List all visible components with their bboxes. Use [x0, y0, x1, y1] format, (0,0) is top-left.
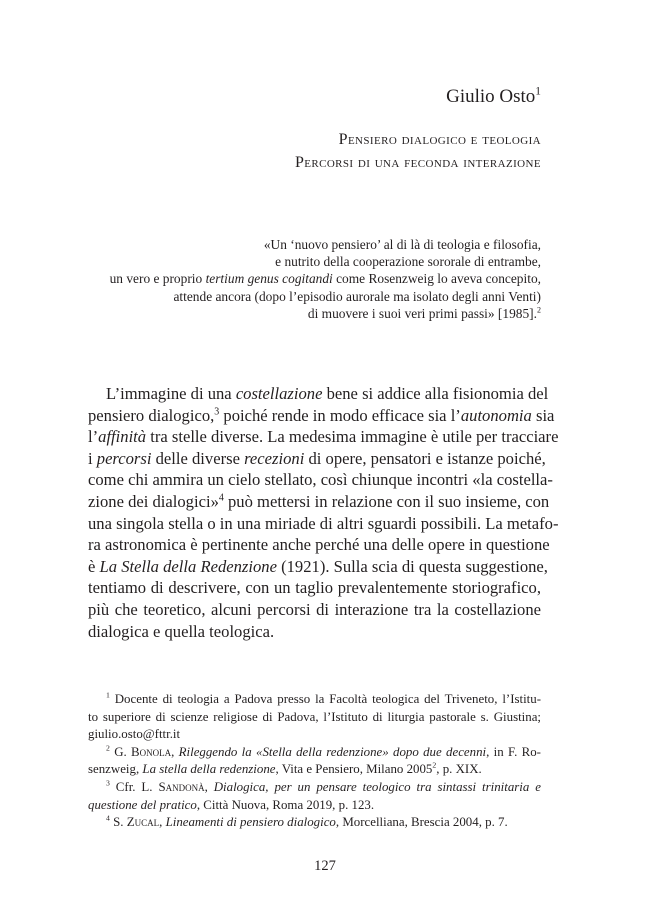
- footnote-line: questione del pratico, Città Nuova, Roma 2019, p. 123.: [88, 797, 375, 812]
- footnote-line: $^3$ Cfr. L. Sandonà, Dialogica, per un pensare teologico tra sintassi trinitaria e: [106, 778, 541, 794]
- author-name: [446, 86, 541, 108]
- body-line: tentiamo di descrivere, con un taglio prevalentemente storiografico,: [88, 578, 541, 598]
- body-line: come chi ammira un cielo stellato, così chiunque incontri «la costella-: [88, 470, 553, 490]
- body-line: zione dei dialogici»$^4$ può mettersi in relazione con il suo insieme, con: [88, 491, 550, 511]
- body-line: pensiero dialogico,$^3$ poiché rende in modo efficace sia l’autonomia sia: [88, 405, 555, 425]
- epigraph-line: e nutrito della cooperazione sororale di entrambe,: [275, 254, 541, 270]
- chapter-title: [295, 128, 541, 174]
- footnote-line: $^1$ Docente di teologia a Padova presso la Facoltà teologica del Triveneto, l’Istitu-: [106, 690, 541, 706]
- epigraph-line: attende ancora (dopo l’episodio aurorale ma isolato degli anni Venti): [173, 288, 541, 304]
- footnote-line: $^2$ G. Bonola, Rileggendo la «Stella della redenzione» dopo due decenni, in F. Ro-: [106, 743, 541, 759]
- body-paragraph: [88, 383, 559, 642]
- footnote-1: [88, 691, 541, 744]
- footnote-3: [88, 779, 541, 814]
- footnote-4: [88, 814, 541, 832]
- footnote-ref-2[interactable]: 2: [536, 305, 541, 315]
- author-text: Giulio Osto: [446, 86, 536, 107]
- body-line: i percorsi delle diverse recezioni di opere, pensatori e istanze poiché,: [88, 448, 546, 468]
- footnote-line: $^4$ S. Zucal, Lineamenti di pensiero dialogico, Morcelliana, Brescia 2004, p. 7.: [106, 813, 508, 830]
- footnote-line: to superiore di scienze religiose di Padova, l’Istituto di liturgia pastorale s. Giustina;: [88, 709, 541, 724]
- title-line-2: Percorsi di una feconda interazione: [294, 154, 541, 171]
- footnote-2: [88, 744, 541, 779]
- body-line: più che teoretico, alcuni percorsi di interazione tra la costellazione: [88, 599, 541, 619]
- body-line: dialogica e quella teologica.: [88, 621, 275, 641]
- body-line: ra astronomica è pertinente anche perché una delle opere in questione: [88, 535, 550, 555]
- epigraph-line: «Un ‘nuovo pensiero’ al di là di teologia e filosofia,: [263, 237, 541, 252]
- body-line: l’affinità tra stelle diverse. La medesima immagine è utile per tracciare: [88, 427, 559, 447]
- title-line-1: Pensiero dialogico e teologia: [338, 131, 541, 148]
- epigraph: [81, 236, 541, 322]
- footnote-ref-4[interactable]: 4: [218, 492, 224, 504]
- body-line: è La Stella della Redenzione (1921). Sulla scia di questa suggestione,: [88, 556, 548, 576]
- footnote-line: senzweig, La stella della redenzione, Vita e Pensiero, Milano 2005$^2$, p. XIX.: [88, 761, 482, 777]
- footnote-ref-1[interactable]: 1: [535, 85, 541, 98]
- page-number: 127: [314, 858, 336, 874]
- footnote-ref-3[interactable]: 3: [214, 406, 220, 418]
- body-line: una singola stella o in una miriade di altri sguardi possibili. La metafo-: [88, 513, 559, 533]
- epigraph-line: di muovere i suoi veri primi passi» [1985].$^2$: [307, 305, 541, 321]
- body-line: L’immagine di una costellazione bene si addice alla fisionomia del: [106, 384, 549, 403]
- footnotes: [88, 691, 541, 832]
- epigraph-line: un vero e proprio tertium genus cogitandi come Rosenzweig lo aveva concepito,: [109, 271, 541, 287]
- footnote-email-link[interactable]: giulio.osto@fttr.it: [88, 727, 181, 742]
